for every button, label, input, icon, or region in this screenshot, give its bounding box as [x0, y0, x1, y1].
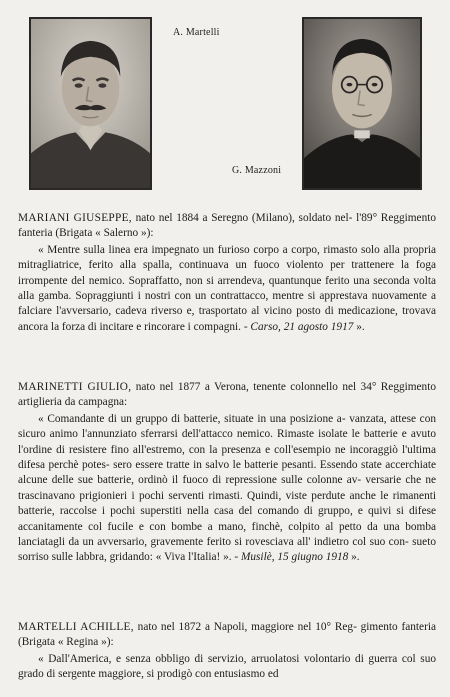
- entry-name: MARIANI GIUSEPPE,: [18, 212, 132, 224]
- caption-martelli: A. Martelli: [173, 27, 220, 38]
- citation-end: ».: [353, 320, 365, 333]
- portrait-martelli-icon: [31, 19, 150, 188]
- citation-end: ».: [348, 551, 360, 564]
- citation-text: « Dall'America, e senza obbligo di servizio, arruolatosi volontario di guerra col suo grado di sergente maggiore, si prodigò con entusiasmo ed: [18, 652, 436, 681]
- entry-martelli: [18, 620, 436, 683]
- citation-text: « Comandante di un gruppo di batterie, situate in una posizione a- vanzata, attese con sicuro animo l'annunziato sferrarsi dell'attacco nemico. Rimaste isolate le batterie e avuto l'ordine di resistere fino all'estremo, con la presenza e coll'esempio ne incoraggiò l'ultima difesa perchè potes- sero essere tratte in salvo le batterie pesanti. Essendo state accerchiate alcune delle sue batterie, ordinò il fuoco di repressione sulle colonne av- versarie che ne trascinavano prigionieri i pochi serventi rimasti. Quindi, viste perdute anche le rimanenti batterie, raccolse i pochi superstiti nella casa del comando di gruppo, e quivi si difese accanitamente col fucile e con bombe a mano, finchè, colpito al petto da una bomba lanciatagli da un avversario, gravemente ferito si rovesciava all' indietro col suo con- sueto sorriso sulle labbra, gridando: « Viva l'Italia! ». -: [18, 412, 436, 564]
- portrait-photo-mazzoni: [302, 17, 422, 190]
- citation-text: « Mentre sulla linea era impegnato un furioso corpo a corpo, rimasto solo alla propria mitragliatrice, ferito alla spalla, continuava un fuoco violento per trattenere la foga irrompente del nemico. Sopraffatto, non si arrendeva, quantunque ferito una seconda volta alla gamba. Sopraggiunti i nostri con un contrattacco, mentre si apprestava nuovamente a falciare l'avversario, cadeva riverso e, trasportato al vicino posto di medicazione, trovava ancora la forza di incitare e rincorare i compagni. -: [18, 243, 436, 333]
- entry-details: nato nel 1872 a Napoli, maggiore nel 10° Reg- gimento fanteria (Brigata « Regina »):: [18, 621, 436, 649]
- entry-citation: [18, 652, 436, 683]
- entry-header: [18, 380, 436, 411]
- citation-place-date: Carso, 21 agosto 1917: [250, 320, 354, 333]
- entry-mariani: [18, 211, 436, 335]
- portrait-mazzoni-icon: [304, 19, 420, 188]
- entry-header: [18, 211, 436, 242]
- portrait-photo-martelli: [29, 17, 152, 190]
- entry-header: [18, 620, 436, 651]
- entry-details: nato nel 1877 a Verona, tenente colonnello nel 34° Reggimento artiglieria da campagna:: [18, 381, 436, 409]
- entry-name: MARINETTI GIULIO,: [18, 381, 132, 393]
- entry-details: nato nel 1884 a Seregno (Milano), soldato nel- l'89° Reggimento fanteria (Brigata « Salerno »):: [18, 212, 437, 240]
- caption-mazzoni: G. Mazzoni: [232, 165, 282, 176]
- entry-name: MARTELLI ACHILLE,: [18, 621, 134, 633]
- entry-marinetti: [18, 380, 436, 566]
- entry-citation: [18, 412, 436, 566]
- entry-citation: [18, 243, 436, 335]
- citation-place-date: Musilè, 15 giugno 1918: [240, 551, 349, 564]
